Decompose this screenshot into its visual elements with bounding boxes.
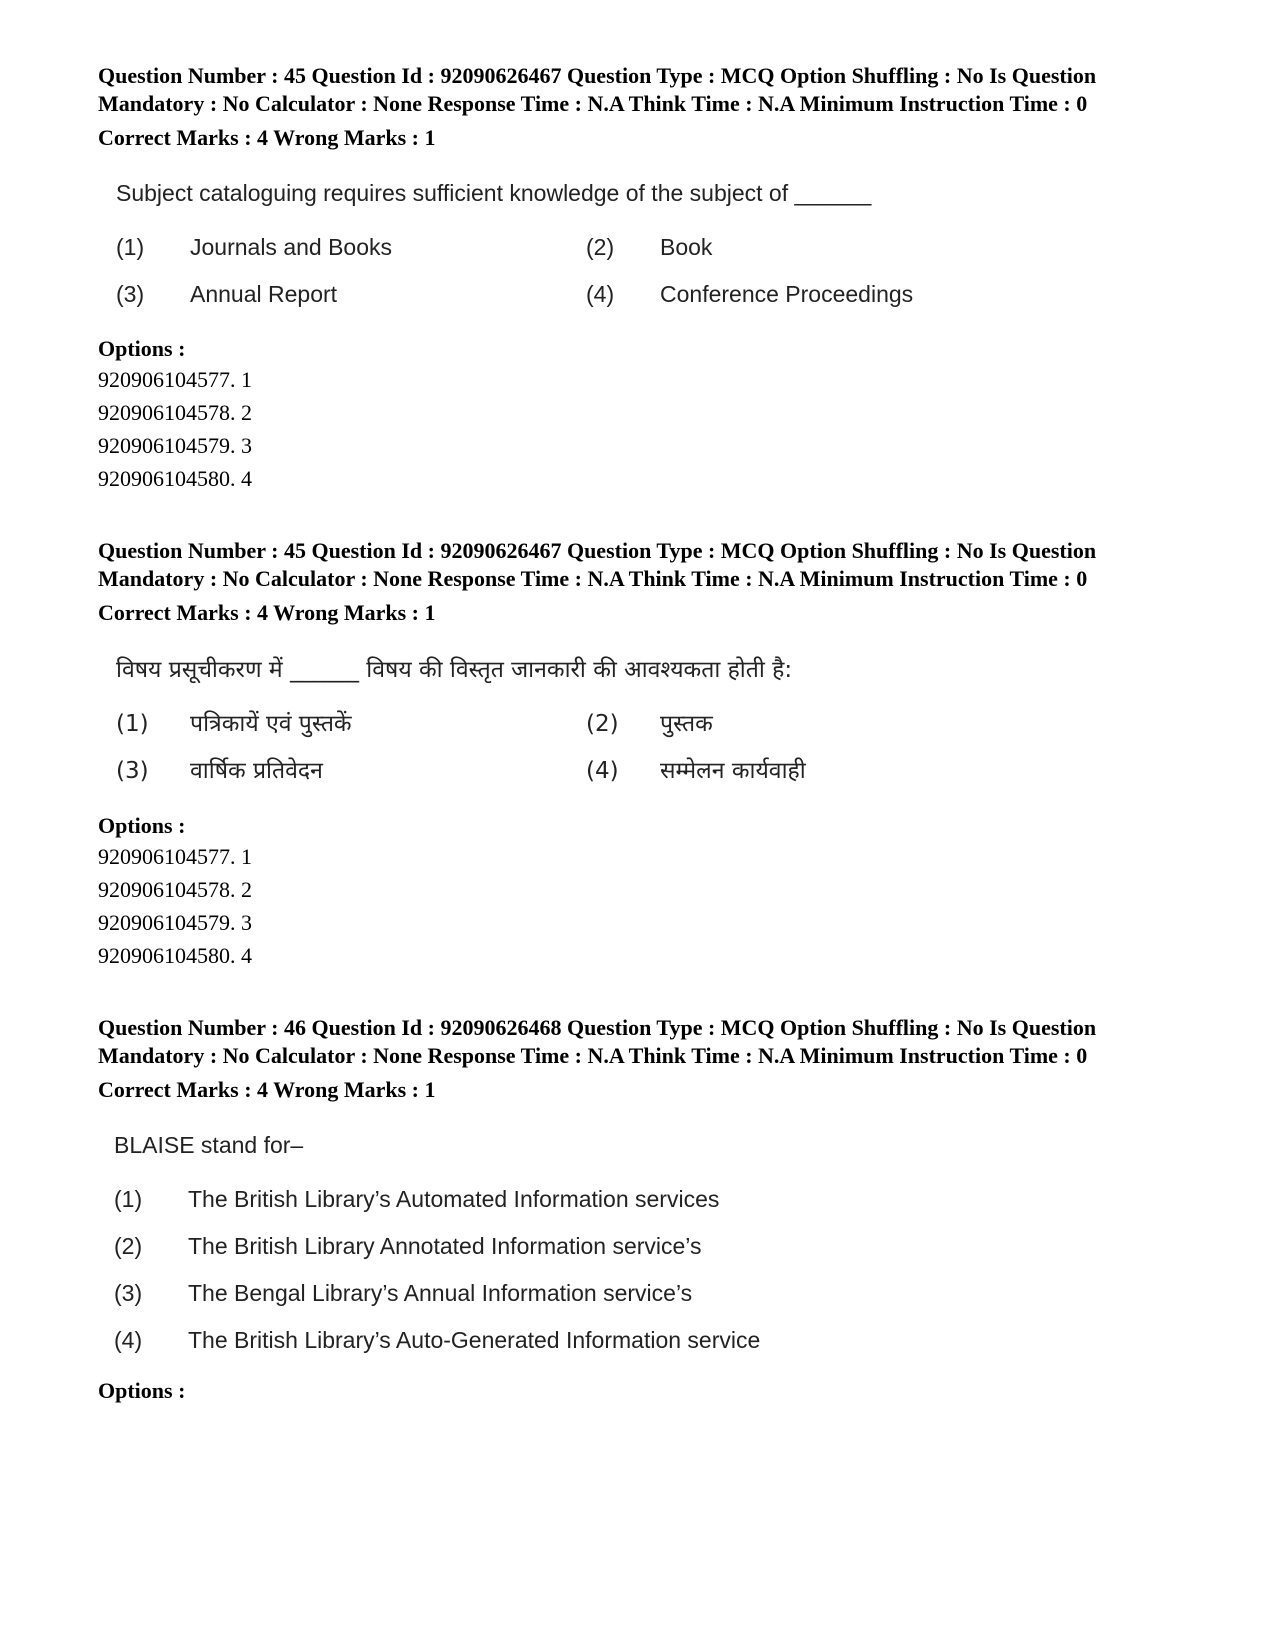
option-code: 920906104579. 3: [98, 910, 252, 935]
choice-label: सम्मेलन कार्यवाही: [660, 758, 806, 784]
choice-item: [116, 709, 586, 739]
choice-list: [114, 1184, 1188, 1355]
choice-number: (2): [586, 711, 619, 737]
choice-number: (1): [114, 1186, 143, 1212]
choice-item: [116, 756, 586, 786]
choice-number: (3): [116, 758, 149, 784]
question-content: [98, 655, 1188, 786]
choice-number: (1): [116, 711, 149, 737]
question-block-45-english: [98, 62, 1188, 495]
choice-label: पत्रिकायें एवं पुस्तकें: [190, 711, 352, 737]
choice-label: Conference Proceedings: [660, 281, 914, 307]
option-code: 920906104578. 2: [98, 400, 252, 425]
options-heading: Options :: [98, 813, 186, 838]
question-paper-page: [98, 62, 1188, 1405]
options-heading: Options :: [98, 336, 186, 361]
choice-label: The British Library Annotated Information service’s: [188, 1233, 702, 1259]
options-heading: Options :: [98, 1378, 186, 1403]
choice-label: Journals and Books: [190, 234, 393, 260]
choice-number: (4): [114, 1327, 143, 1353]
question-block-45-hindi: [98, 537, 1188, 972]
choice-label: वार्षिक प्रतिवेदन: [190, 758, 323, 784]
choice-number: (3): [116, 281, 145, 307]
choice-label: पुस्तक: [660, 711, 713, 737]
choice-label: Book: [660, 234, 713, 260]
choice-number: (2): [114, 1233, 143, 1259]
option-code: 920906104579. 3: [98, 433, 252, 458]
question-text: विषय प्रसूचीकरण में ______ विषय की विस्तृत जानकारी की आवश्यकता होती है:: [116, 657, 793, 683]
question-block-46-english: [98, 1014, 1188, 1405]
choice-number: (1): [116, 234, 145, 260]
choice-number: (3): [114, 1280, 143, 1306]
choice-number: (4): [586, 281, 615, 307]
choice-number: (4): [586, 758, 619, 784]
question-text: Subject cataloguing requires sufficient knowledge of the subject of ______: [116, 180, 872, 206]
choice-number: (2): [586, 234, 615, 260]
choice-label: The British Library’s Automated Information services: [188, 1186, 720, 1212]
choice-label: The Bengal Library’s Annual Information service’s: [188, 1280, 693, 1306]
question-meta: Question Number : 45 Question Id : 92090626467 Question Type : MCQ Option Shuffling : No Is Question Mandatory : No Calculator : None Response Time : N.A Think Time : N.A Minimum Instruction Time : 0: [98, 63, 1097, 116]
choice-label: Annual Report: [190, 281, 338, 307]
choice-label: The British Library’s Auto-Generated Information service: [188, 1327, 761, 1353]
option-code-list: [98, 363, 1188, 495]
choice-item: [114, 1184, 1188, 1214]
choice-item: [586, 232, 1056, 262]
question-marks: Correct Marks : 4 Wrong Marks : 1: [98, 1077, 436, 1102]
option-code: 920906104580. 4: [98, 466, 252, 491]
question-meta: Question Number : 46 Question Id : 92090626468 Question Type : MCQ Option Shuffling : No Is Question Mandatory : No Calculator : None Response Time : N.A Think Time : N.A Minimum Instruction Time : 0: [98, 1015, 1097, 1068]
question-text: BLAISE stand for–: [114, 1132, 304, 1158]
option-code: 920906104577. 1: [98, 844, 252, 869]
choice-grid: [116, 709, 1188, 786]
question-marks: Correct Marks : 4 Wrong Marks : 1: [98, 600, 436, 625]
choice-item: [586, 756, 1056, 786]
option-code: 920906104578. 2: [98, 877, 252, 902]
choice-item: [114, 1231, 1188, 1261]
choice-item: [586, 709, 1056, 739]
question-marks: Correct Marks : 4 Wrong Marks : 1: [98, 125, 436, 150]
choice-item: [114, 1325, 1188, 1355]
choice-grid: [116, 232, 1188, 309]
option-code-list: [98, 840, 1188, 972]
choice-item: [114, 1278, 1188, 1308]
question-meta: Question Number : 45 Question Id : 92090626467 Question Type : MCQ Option Shuffling : No Is Question Mandatory : No Calculator : None Response Time : N.A Think Time : N.A Minimum Instruction Time : 0: [98, 538, 1097, 591]
choice-item: [116, 232, 586, 262]
option-code: 920906104580. 4: [98, 943, 252, 968]
choice-item: [586, 279, 1056, 309]
question-content: [98, 1130, 1188, 1355]
question-content: [98, 178, 1188, 309]
choice-item: [116, 279, 586, 309]
option-code: 920906104577. 1: [98, 367, 252, 392]
